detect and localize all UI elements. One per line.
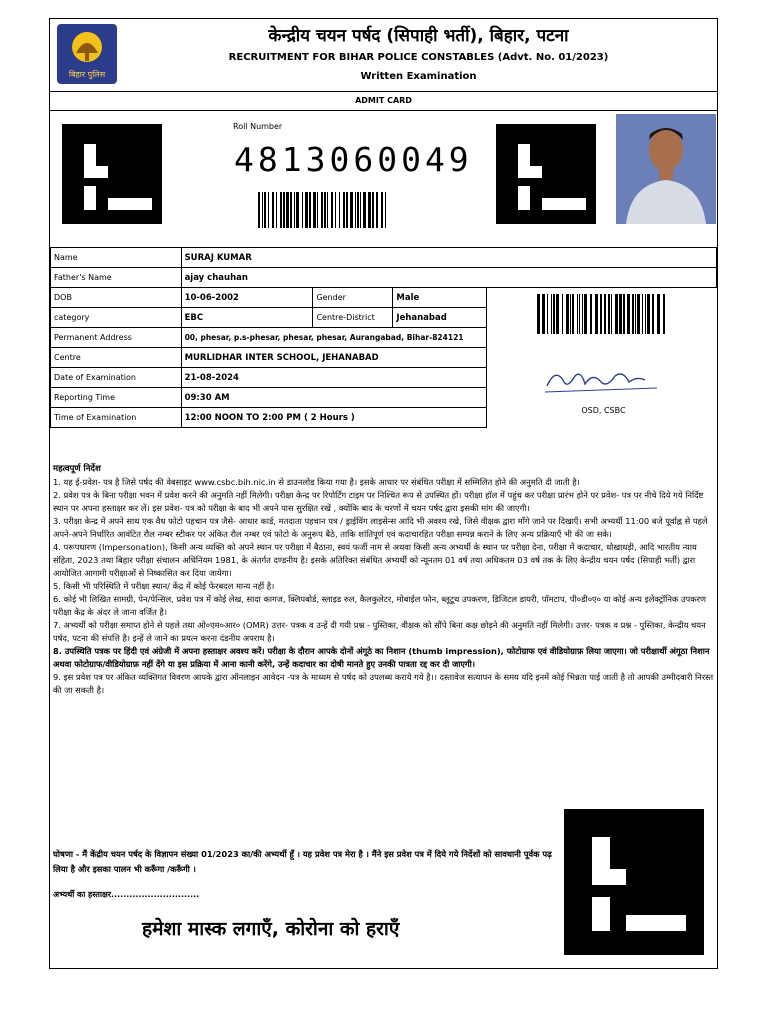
- qr-code-right-icon: [496, 124, 596, 224]
- district-label: Centre-District: [313, 308, 393, 328]
- qr-code-bottom-icon: [564, 809, 704, 955]
- instruction-4: 4. परूपधारण (Impersonation), किसी अन्य व्यक्ति को अपने स्थान पर परीक्षा में बैठाना, स्वयं फर्जी नाम से अथवा किसी अन्य अभ्यर्थी के स्थान पर परीक्षा देना, परीक्षा में कदाचार, धोखाधड़ी, आदि भारतीय न्याय संहिता, 2023 तथा बिहार परीक्षा संचालन अधिनियम 1981, के अंतर्गत दण्डनीय है। इसके अतिरिक्त संबंधित अभ्यर्थी को न्यूनतम 01 वर्ष तथा अधिकतम 03 वर्ष तक के लिए केन्द्रीय चयन पर्षद (सिपाही भर्ती) द्वारा आयोजित आगामी परीक्षाओं से निष्कासित कर दिया जायेगा।: [53, 542, 697, 578]
- instruction-6: 6. कोई भी लिखित सामग्री, पेन/पेन्सिल, प्रवेश पत्र में कोई लेख, सादा कागज, क्लिपबोर्ड, स्लाइड रुल, कैलकुलेटर, मोबाईल फोन, ब्लूटूथ उपकरण, डिजिटल डायरी, पॉमटाप, पी०डी०ए० या कोई अन्य इलेक्ट्रॉनिक उपकरण परीक्षा केंद्र के अंदर ले जाना वर्जित है।: [53, 594, 706, 617]
- recruitment-subtitle: RECRUITMENT FOR BIHAR POLICE CONSTABLES (Advt. No. 01/2023): [228, 52, 609, 63]
- roll-number-label: Roll Number: [233, 122, 283, 131]
- gender-label: Gender: [313, 288, 393, 308]
- category-value: EBC: [181, 308, 313, 328]
- category-label: category: [51, 308, 182, 328]
- address-value: 00, phesar, p.s-phesar, phesar, phesar, Aurangabad, Bihar-824121: [181, 328, 487, 348]
- osd-signature-icon: [541, 362, 661, 398]
- gender-value: Male: [393, 288, 487, 308]
- reporting-time-label: Reporting Time: [51, 388, 182, 408]
- covid-slogan: हमेशा मास्क लगाएँ, कोरोना को हराएँ: [142, 918, 400, 940]
- instructions-heading: महत्वपूर्ण निर्देश: [53, 464, 101, 474]
- page-title: केन्द्रीय चयन पर्षद (सिपाही भर्ती), बिहार, पटना: [268, 26, 569, 46]
- exam-time-label: Time of Examination: [51, 408, 182, 428]
- roll-number: 4813060049: [234, 140, 473, 179]
- name-value: SURAJ KUMAR: [181, 248, 716, 268]
- admit-card: [49, 18, 718, 969]
- exam-time-value: 12:00 NOON TO 2:00 PM ( 2 Hours ): [181, 408, 487, 428]
- dob-value: 10-06-2002: [181, 288, 313, 308]
- qr-code-left-icon: [62, 124, 162, 224]
- address-label: Permanent Address: [51, 328, 182, 348]
- instruction-3: 3. परीक्षा केन्द्र में अपने साथ एक वैध फोटो पहचान पत्र जैसे- आधार कार्ड, मतदाता पहचान पत्र / ड्राईविंग लाइसेन्स आदि भी अवश्य रखे, जिसे वीक्षक द्वारा माँगे जाने पर दिखाएँ। सभी अभ्यर्थी 11:00 बजे पूर्वाह्न से पहले अपने-अपने निर्धारित आवंटित रौल नम्बर स्टीकर पर अंकित रौल नम्बर एवं फोटो के अनुरूप बैठे, ताकि शांतिपूर्ण एवं कदाचारहित परीक्षा सम्पन्न कराने के लिए अन्य प्रक्रियाएँ भी की जा सके।: [53, 516, 708, 539]
- candidate-signature-label: अभ्यर्थी का हस्ताक्षर.............................: [53, 890, 200, 899]
- exam-type: Written Examination: [360, 71, 477, 82]
- centre-value: MURLIDHAR INTER SCHOOL, JEHANABAD: [181, 348, 487, 368]
- exam-date-value: 21-08-2024: [181, 368, 487, 388]
- district-value: Jehanabad: [393, 308, 487, 328]
- candidate-photo: [616, 114, 716, 224]
- instruction-8: 8. उपस्थिति पत्रक पर हिंदी एवं अंग्रेजी में अपना हस्ताक्षर अवश्य करें। परीक्षा के दौरान आपके दोनों अंगूठे का निशान (thumb impression), फोटोग्राफ एवं वीडियोग्राफ़ लिया जाएगा। जो परीक्षार्थी अंगूठा निशान अथवा फोटोग्राफ/वीडियोग्राफ़ नहीं देंगे या इस प्रक्रिया में आना कानी करेंगे, उन्हें कदाचार का दोषी मानते हुए उनकी पात्रता रद्द कर दी जाएगी।: [53, 646, 710, 669]
- dob-label: DOB: [51, 288, 182, 308]
- bihar-police-logo-icon: [56, 23, 118, 85]
- roll-barcode-icon: [258, 192, 388, 228]
- instruction-2: 2. प्रवेश पत्र के बिना परीक्षा भवन में प्रवेश करने की अनुमति नहीं मिलेगी। परीक्षा केन्द्र पर रिपोर्टिंग टाइम पर निश्चित रूप से उपस्थित हों। परीक्षा हॉल में पहुंच कर परीक्षा प्रारंभ होने पर प्रवेश- पत्र पर नीचे दिये गये निर्दिष्ट स्थान पर अपना हस्ताक्षर कर लें। इस प्रवेश- पत्र को परीक्षा के बाद भी अपने पास सुरक्षित रखें , क्योंकि बाद के चरणों में चयन पर्षद द्वारा इसकी मांग की जाएगी।: [53, 490, 704, 513]
- candidate-details-table: [50, 247, 717, 428]
- name-label: Name: [51, 248, 182, 268]
- reporting-time-value: 09:30 AM: [181, 388, 487, 408]
- instruction-9: 9. इस प्रवेश पत्र पर अंकित व्यक्तिगत विवरण आपके द्वारा ऑनलाइन आवेदन -पत्र के माध्यम से पर्षद को उपलब्ध कराये गये है।। दस्तावेज सत्यापन के समय यदि इनमें कोई भिन्नता पाई जाती है तो आपकी उम्मीदवारी निरस्त की जा सकती है।: [53, 672, 714, 695]
- exam-date-label: Date of Examination: [51, 368, 182, 388]
- instruction-7: 7. अभ्यर्थी को परीक्षा समाप्त होने से पहले तथा ओ०एम०आर० (OMR) उत्तर- पत्रक व उन्हें दी गयी प्रश्न - पुस्तिका, वीक्षक को सौंपे बिना कक्ष छोड़ने की अनुमति नहीं मिलेगी। उत्तर- पत्रक व प्रश्न - पुस्तिका, केन्द्रीय चयन पर्षद, पटना की संपत्ति है। इन्हें ले जाने का प्रयत्न करना दंडनीय अपराध है।: [53, 620, 706, 643]
- admit-card-label: ADMIT CARD: [50, 91, 717, 111]
- logo-text: बिहार पुलिस: [68, 70, 106, 79]
- instructions: [53, 463, 716, 697]
- centre-label: Centre: [51, 348, 182, 368]
- declaration: घोषणा - मैं केंद्रीय चयन पर्षद के विज्ञापन संख्या 01/2023 का/की अभ्यर्थी हूँ । यह प्रवेश पत्र मेरा है । मैंने इस प्रवेश पत्र में दिये गये निर्देशों को सावधानी पूर्वक पढ़ लिया है और इसका पालन भी करूँगा /करूँगी ।: [53, 849, 552, 874]
- details-barcode-icon: [537, 294, 667, 334]
- instruction-1: 1. यह ई-प्रवेश- पत्र है जिसे पर्षद की वेबसाइट www.csbc.bih.nic.in से डाउनलोड किया गया है। इसके आधार पर संबंधित परीक्षा में सम्मिलित होने की अनुमति दी जाती है।: [53, 477, 580, 487]
- header: [50, 19, 717, 92]
- father-name-value: ajay chauhan: [181, 268, 716, 288]
- instruction-5: 5. किसी भी परिस्थिति में परीक्षा स्थान/ केंद्र में कोई फेरबदल मान्य नहीं है।: [53, 581, 275, 591]
- signature-cell: [487, 288, 717, 428]
- roll-band: [50, 110, 717, 248]
- osd-designation: OSD, CSBC: [581, 406, 626, 415]
- father-name-label: Father's Name: [51, 268, 182, 288]
